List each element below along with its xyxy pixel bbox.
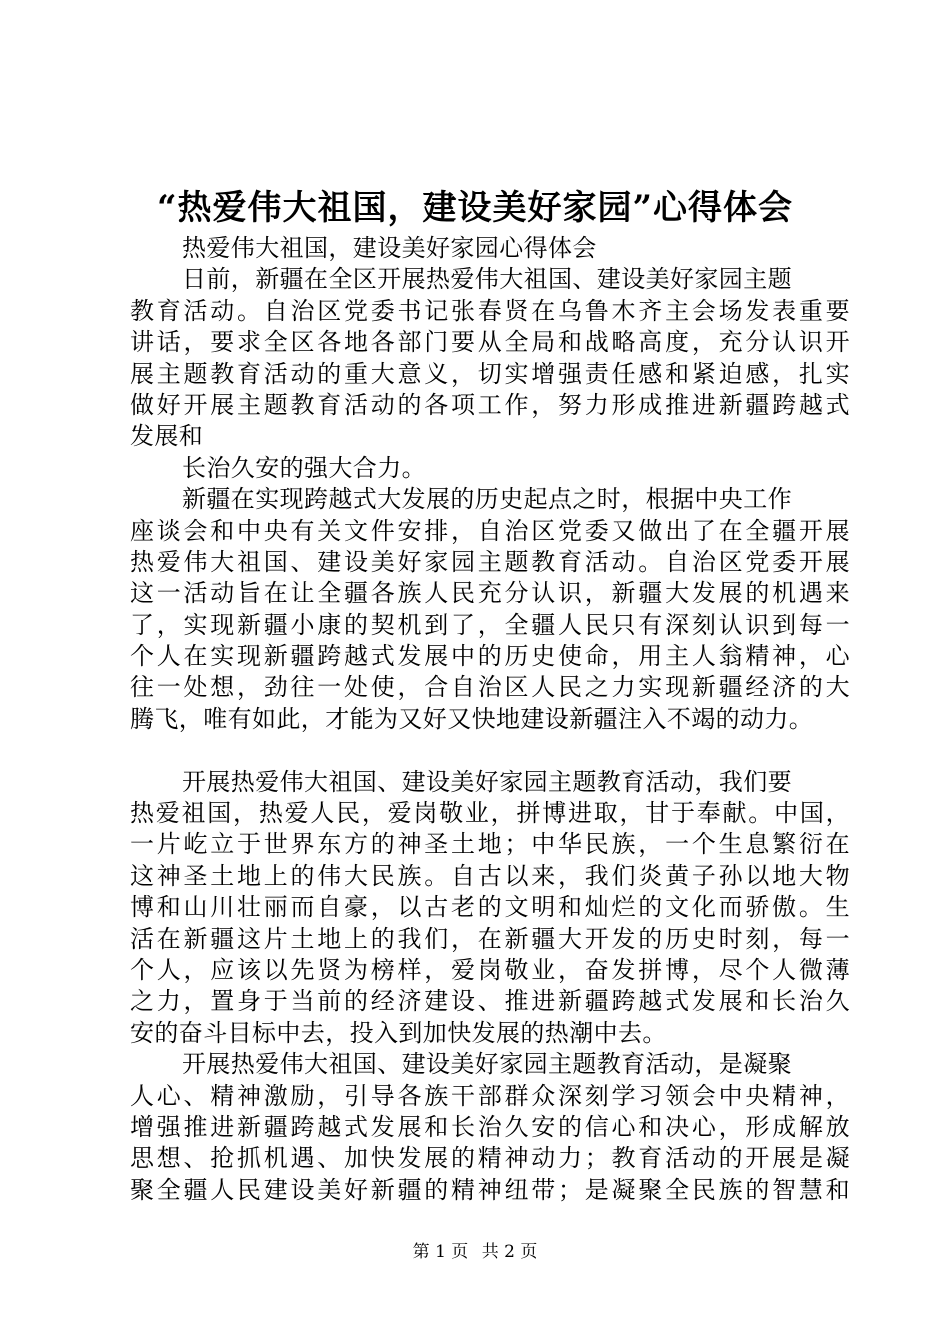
paragraph-line: 博和山川壮丽而自豪，以古老的文明和灿烂的文化而骄傲。生 — [130, 893, 850, 922]
paragraph-line: 发展和 — [130, 422, 204, 451]
paragraph-line: 人心、精神激励，引导各族干部群众深刻学习领会中央精神， — [130, 1081, 850, 1110]
paragraph-line: 座谈会和中央有关文件安排，自治区党委又做出了在全疆开展 — [130, 516, 850, 545]
paragraph-line: 这一活动旨在让全疆各族人民充分认识，新疆大发展的机遇来 — [130, 579, 850, 608]
page-number: 第 1 页 — [412, 1242, 469, 1262]
paragraph-3 — [130, 484, 850, 735]
paragraph-line: 讲话，要求全区各地各部门要从全局和战略高度，充分认识开 — [130, 328, 850, 357]
paragraph-line: 做好开展主题教育活动的各项工作，努力形成推进新疆跨越式 — [130, 390, 850, 419]
paragraph-1 — [130, 264, 850, 452]
paragraph-line: 热爱伟大祖国、建设美好家园主题教育活动。自治区党委开展 — [130, 547, 850, 576]
paragraph-line: 增强推进新疆跨越式发展和长治久安的信心和决心，形成解放 — [130, 1112, 850, 1141]
document-title: “热爱伟大祖国，建设美好家园”心得体会 — [156, 188, 794, 228]
paragraph-4 — [130, 767, 850, 1050]
document-subtitle: 热爱伟大祖国，建设美好家园心得体会 — [182, 234, 597, 262]
paragraph-line: 日前，新疆在全区开展热爱伟大祖国、建设美好家园主题 — [182, 265, 792, 294]
paragraph-5 — [130, 1049, 850, 1206]
paragraph-line: 热爱祖国，热爱人民，爱岗敬业，拼博进取，甘于奉献。中国， — [130, 799, 850, 828]
page-footer — [0, 1241, 950, 1263]
paragraph-line: 之力，置身于当前的经济建设、推进新疆跨越式发展和长治久 — [130, 987, 850, 1016]
paragraph-line: 个人，应该以先贤为榜样，爱岗敬业，奋发拼博，尽个人微薄 — [130, 955, 850, 984]
paragraph-line: 一片屹立于世界东方的神圣土地；中华民族，一个生息繁衍在 — [130, 830, 850, 859]
paragraph-line: 个人在实现新疆跨越式发展中的历史使命，用主人翁精神，心 — [130, 642, 850, 671]
paragraph-2 — [130, 453, 850, 484]
paragraph-line: 活在新疆这片土地上的我们，在新疆大开发的历史时刻，每一 — [130, 924, 850, 953]
paragraph-line: 聚全疆人民建设美好新疆的精神纽带；是凝聚全民族的智慧和 — [130, 1175, 850, 1204]
paragraph-line: 腾飞，唯有如此，才能为又好又快地建设新疆注入不竭的动力。 — [130, 704, 814, 733]
paragraph-line: 开展热爱伟大祖国、建设美好家园主题教育活动，是凝聚 — [182, 1050, 792, 1079]
paragraph-line: 思想、抢抓机遇、加快发展的精神动力；教育活动的开展是凝 — [130, 1144, 850, 1173]
paragraph-line: 了，实现新疆小康的契机到了，全疆人民只有深刻认识到每一 — [130, 610, 850, 639]
paragraph-line: 长治久安的强大合力。 — [182, 453, 426, 482]
paragraph-line: 往一处想，劲往一处使，合自治区人民之力实现新疆经济的大 — [130, 673, 850, 702]
paragraph-line: 展主题教育活动的重大意义，切实增强责任感和紧迫感，扎实 — [130, 359, 850, 388]
paragraph-spacer — [130, 735, 850, 766]
paragraph-line: 这神圣土地上的伟大民族。自古以来，我们炎黄子孙以地大物 — [130, 861, 850, 890]
page-total: 共 2 页 — [481, 1242, 538, 1262]
paragraph-line: 开展热爱伟大祖国、建设美好家园主题教育活动，我们要 — [182, 767, 792, 796]
document-body — [130, 233, 850, 1206]
paragraph-line: 新疆在实现跨越式大发展的历史起点之时，根据中央工作 — [182, 485, 792, 514]
paragraph-line: 安的奋斗目标中去，投入到加快发展的热潮中去。 — [130, 1018, 667, 1047]
paragraph-line: 教育活动。自治区党委书记张春贤在乌鲁木齐主会场发表重要 — [130, 296, 850, 325]
